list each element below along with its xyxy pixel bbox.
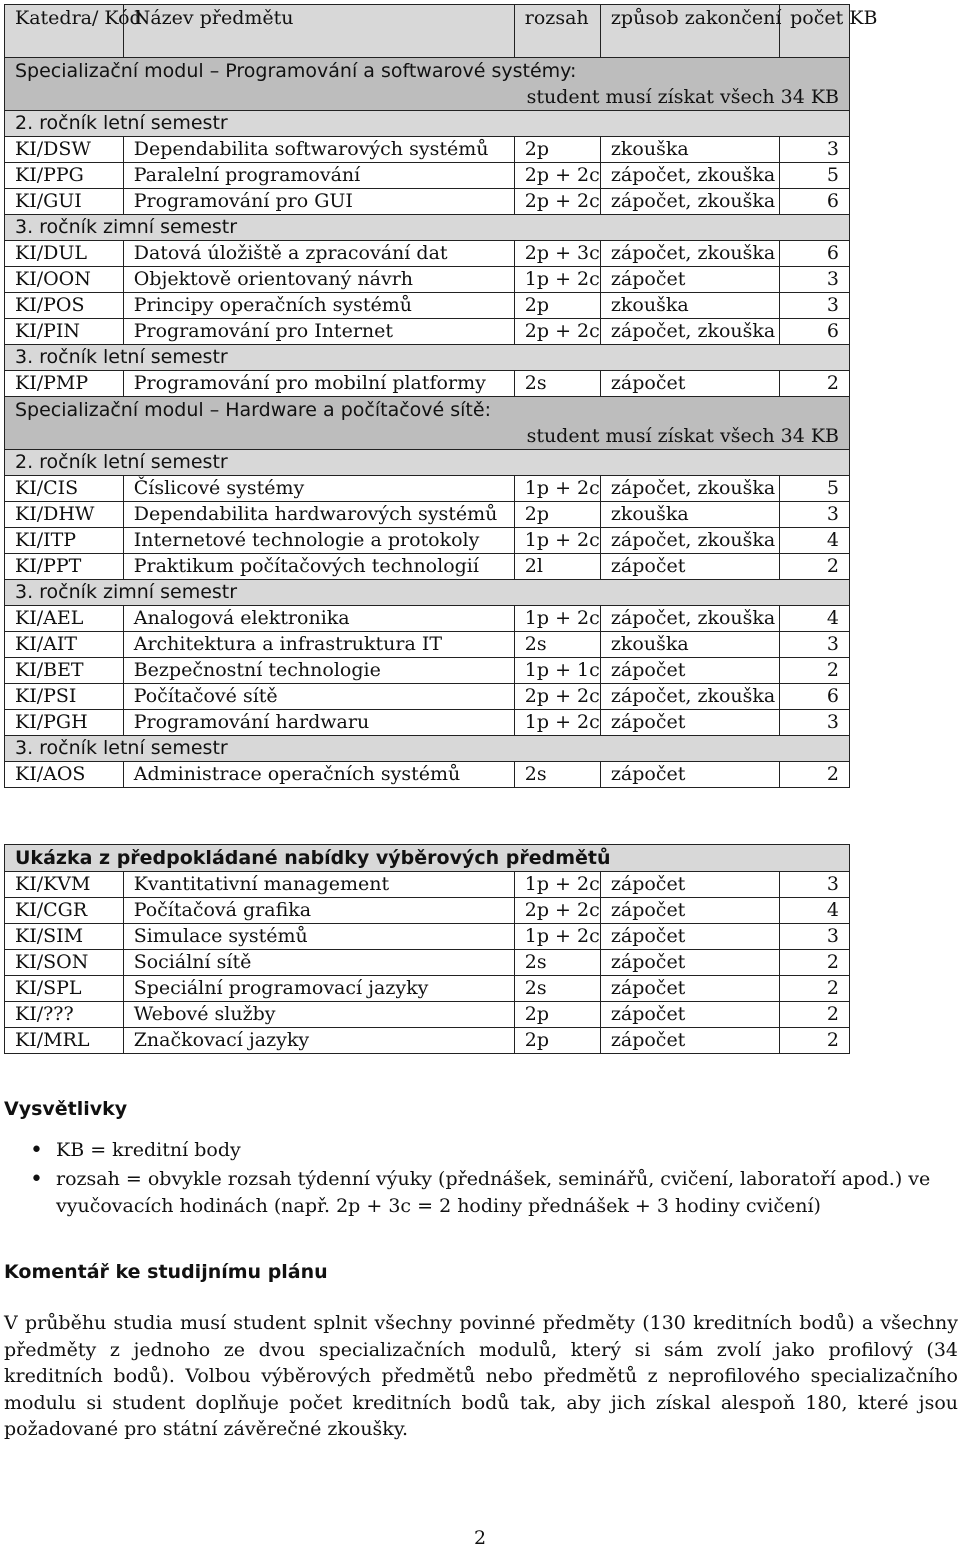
course-hours: 1p + 2c (514, 476, 600, 502)
course-credits: 4 (780, 898, 850, 924)
table-row (5, 710, 850, 736)
course-name: Programování pro Internet (123, 319, 514, 345)
course-credits: 3 (780, 924, 850, 950)
course-hours: 2p (514, 1002, 600, 1028)
course-code: KI/POS (5, 293, 124, 319)
course-credits: 3 (780, 632, 850, 658)
course-hours: 2p + 2c (514, 319, 600, 345)
table-row (5, 1028, 850, 1054)
course-completion: zápočet (600, 976, 779, 1002)
course-credits: 3 (780, 502, 850, 528)
course-completion: zápočet (600, 924, 779, 950)
course-name: Programování pro mobilní platformy (123, 371, 514, 397)
semester-row (5, 215, 850, 241)
course-name: Principy operačních systémů (123, 293, 514, 319)
table-row (5, 632, 850, 658)
course-credits: 4 (780, 606, 850, 632)
module-title: Specializační modul – Hardware a počítačové sítě: (15, 399, 491, 421)
course-hours: 1p + 1c (514, 658, 600, 684)
course-credits: 2 (780, 371, 850, 397)
course-completion: zápočet (600, 950, 779, 976)
table-row (5, 950, 850, 976)
comment-text: V průběhu studia musí student splnit všechny povinné předměty (130 kreditních bodů) a všechny předměty z jednoho ze dvou specializačních modulů, který si sám zvolí jako profilový (34 kreditních bodů). Volbou výběrových předmětů nebo předmětů z neprofilového specializačního modulu si student doplňuje počet kreditních bodů tak, aby jich získal alespoň 180, které jsou požadované pro státní závěrečné zkoušky. (4, 1312, 958, 1440)
course-code: KI/AEL (5, 606, 124, 632)
course-hours: 2p + 2c (514, 163, 600, 189)
course-completion: zápočet, zkouška (600, 606, 779, 632)
module-row (5, 397, 850, 450)
course-name: Programování hardwaru (123, 710, 514, 736)
semester-row (5, 111, 850, 137)
course-credits: 2 (780, 658, 850, 684)
table-row (5, 924, 850, 950)
table-row (5, 554, 850, 580)
course-hours: 2p (514, 502, 600, 528)
legend-item: • KB = kreditní body (22, 1137, 957, 1164)
semester-label: 2. ročník letní semestr (5, 450, 850, 476)
course-code: KI/PPT (5, 554, 124, 580)
course-credits: 6 (780, 684, 850, 710)
course-name: Počítačová grafika (123, 898, 514, 924)
course-completion: zápočet, zkouška (600, 241, 779, 267)
semester-row (5, 736, 850, 762)
course-code: KI/ITP (5, 528, 124, 554)
course-hours: 1p + 2c (514, 528, 600, 554)
course-name: Administrace operačních systémů (123, 762, 514, 788)
course-completion: zápočet (600, 658, 779, 684)
electives-title: Ukázka z předpokládané nabídky výběrových předmětů (5, 845, 850, 872)
table-row (5, 163, 850, 189)
table-row (5, 898, 850, 924)
course-name: Architektura a infrastruktura IT (123, 632, 514, 658)
course-name: Internetové technologie a protokoly (123, 528, 514, 554)
course-name: Analogová elektronika (123, 606, 514, 632)
course-credits: 5 (780, 476, 850, 502)
table-row (5, 189, 850, 215)
header-hours: rozsah (514, 5, 600, 58)
course-code: KI/DHW (5, 502, 124, 528)
course-code: KI/CGR (5, 898, 124, 924)
course-hours: 2p + 3c (514, 241, 600, 267)
course-code: KI/DUL (5, 241, 124, 267)
module-title: Specializační modul – Programování a softwarové systémy: (15, 60, 577, 82)
table-row (5, 267, 850, 293)
course-credits: 3 (780, 710, 850, 736)
module-requirement: student musí získat všech 34 KB (526, 425, 839, 447)
course-name: Sociální sítě (123, 950, 514, 976)
semester-label: 2. ročník letní semestr (5, 111, 850, 137)
course-credits: 2 (780, 554, 850, 580)
table-row (5, 371, 850, 397)
legend-title: Vysvětlivky (4, 1098, 128, 1120)
course-code: KI/AIT (5, 632, 124, 658)
course-completion: zápočet (600, 267, 779, 293)
course-name: Počítačové sítě (123, 684, 514, 710)
course-completion: zápočet (600, 872, 779, 898)
course-completion: zápočet, zkouška (600, 684, 779, 710)
course-name: Programování pro GUI (123, 189, 514, 215)
course-hours: 1p + 2c (514, 924, 600, 950)
course-credits: 2 (780, 762, 850, 788)
course-credits: 3 (780, 293, 850, 319)
course-code: KI/OON (5, 267, 124, 293)
course-completion: zápočet (600, 710, 779, 736)
course-code: KI/CIS (5, 476, 124, 502)
module-cell (5, 397, 850, 450)
course-name: Značkovací jazyky (123, 1028, 514, 1054)
table-row (5, 241, 850, 267)
course-hours: 2p + 2c (514, 189, 600, 215)
course-completion: zápočet (600, 898, 779, 924)
course-credits: 2 (780, 1028, 850, 1054)
table-row (5, 476, 850, 502)
course-hours: 2p (514, 293, 600, 319)
course-completion: zápočet, zkouška (600, 528, 779, 554)
course-completion: zkouška (600, 632, 779, 658)
course-hours: 1p + 2c (514, 710, 600, 736)
course-code: KI/KVM (5, 872, 124, 898)
course-completion: zápočet (600, 1002, 779, 1028)
course-code: KI/MRL (5, 1028, 124, 1054)
course-hours: 2l (514, 554, 600, 580)
course-code: KI/??? (5, 1002, 124, 1028)
course-completion: zápočet (600, 1028, 779, 1054)
course-name: Datová úložiště a zpracování dat (123, 241, 514, 267)
course-hours: 1p + 2c (514, 267, 600, 293)
page-number: 2 (473, 1527, 487, 1549)
course-completion: zápočet (600, 371, 779, 397)
semester-row (5, 345, 850, 371)
course-name: Paralelní programování (123, 163, 514, 189)
semester-label: 3. ročník letní semestr (5, 345, 850, 371)
course-completion: zápočet (600, 554, 779, 580)
course-code: KI/PSI (5, 684, 124, 710)
semester-label: 3. ročník letní semestr (5, 736, 850, 762)
table-row (5, 684, 850, 710)
course-credits: 4 (780, 528, 850, 554)
course-completion: zápočet, zkouška (600, 189, 779, 215)
course-code: KI/SIM (5, 924, 124, 950)
course-hours: 2p (514, 137, 600, 163)
course-code: KI/PGH (5, 710, 124, 736)
course-hours: 2s (514, 371, 600, 397)
course-code: KI/PMP (5, 371, 124, 397)
table-row (5, 872, 850, 898)
table-row (5, 606, 850, 632)
course-code: KI/DSW (5, 137, 124, 163)
course-credits: 6 (780, 241, 850, 267)
course-code: KI/AOS (5, 762, 124, 788)
course-hours: 2s (514, 632, 600, 658)
course-name: Dependabilita hardwarových systémů (123, 502, 514, 528)
table-row (5, 658, 850, 684)
semester-row (5, 450, 850, 476)
course-completion: zkouška (600, 137, 779, 163)
header-kb: počet KB (780, 5, 850, 58)
table-row (5, 293, 850, 319)
table-row (5, 1002, 850, 1028)
course-code: KI/PPG (5, 163, 124, 189)
semester-label: 3. ročník zimní semestr (5, 580, 850, 606)
course-credits: 3 (780, 872, 850, 898)
legend-list (22, 1137, 957, 1222)
course-code: KI/SPL (5, 976, 124, 1002)
table-row (5, 762, 850, 788)
course-hours: 2p + 2c (514, 684, 600, 710)
course-credits: 6 (780, 189, 850, 215)
course-code: KI/PIN (5, 319, 124, 345)
module-row (5, 58, 850, 111)
course-completion: zápočet (600, 762, 779, 788)
table-row (5, 976, 850, 1002)
course-hours: 2s (514, 976, 600, 1002)
header-code: Katedra/ Kód (5, 5, 124, 58)
semester-row (5, 580, 850, 606)
course-hours: 2p (514, 1028, 600, 1054)
course-hours: 1p + 2c (514, 872, 600, 898)
curriculum-table (4, 4, 878, 788)
course-completion: zkouška (600, 293, 779, 319)
course-hours: 1p + 2c (514, 606, 600, 632)
course-completion: zápočet, zkouška (600, 319, 779, 345)
course-credits: 3 (780, 137, 850, 163)
course-name: Bezpečnostní technologie (123, 658, 514, 684)
module-requirement: student musí získat všech 34 KB (526, 86, 839, 108)
table-row (5, 319, 850, 345)
electives-title-row (5, 845, 850, 872)
table-row (5, 528, 850, 554)
course-name: Dependabilita softwarových systémů (123, 137, 514, 163)
course-name: Simulace systémů (123, 924, 514, 950)
semester-label: 3. ročník zimní semestr (5, 215, 850, 241)
course-credits: 3 (780, 267, 850, 293)
course-name: Objektově orientovaný návrh (123, 267, 514, 293)
course-completion: zápočet, zkouška (600, 163, 779, 189)
course-completion: zápočet, zkouška (600, 476, 779, 502)
course-code: KI/BET (5, 658, 124, 684)
course-hours: 2s (514, 950, 600, 976)
course-code: KI/SON (5, 950, 124, 976)
course-name: Kvantitativní management (123, 872, 514, 898)
course-name: Webové služby (123, 1002, 514, 1028)
course-credits: 2 (780, 1002, 850, 1028)
legend-item: • rozsah = obvykle rozsah týdenní výuky (přednášek, seminářů, cvičení, laboratoří apod.) ve vyučovacích hodinách (např. 2p + 3c = 2 hodiny přednášek + 3 hodiny cvičení) (22, 1166, 957, 1220)
course-credits: 6 (780, 319, 850, 345)
course-name: Speciální programovací jazyky (123, 976, 514, 1002)
course-completion: zkouška (600, 502, 779, 528)
course-credits: 2 (780, 950, 850, 976)
course-name: Praktikum počítačových technologií (123, 554, 514, 580)
course-hours: 2s (514, 762, 600, 788)
module-cell (5, 58, 850, 111)
course-name: Číslicové systémy (123, 476, 514, 502)
course-code: KI/GUI (5, 189, 124, 215)
header-name: Název předmětu (123, 5, 514, 58)
header-type: způsob zakončení (600, 5, 779, 58)
electives-table (4, 844, 850, 1054)
table-header-row (5, 5, 850, 58)
table-row (5, 137, 850, 163)
comment-title: Komentář ke studijnímu plánu (4, 1261, 328, 1283)
course-credits: 2 (780, 976, 850, 1002)
course-credits: 5 (780, 163, 850, 189)
table-row (5, 502, 850, 528)
course-hours: 2p + 2c (514, 898, 600, 924)
